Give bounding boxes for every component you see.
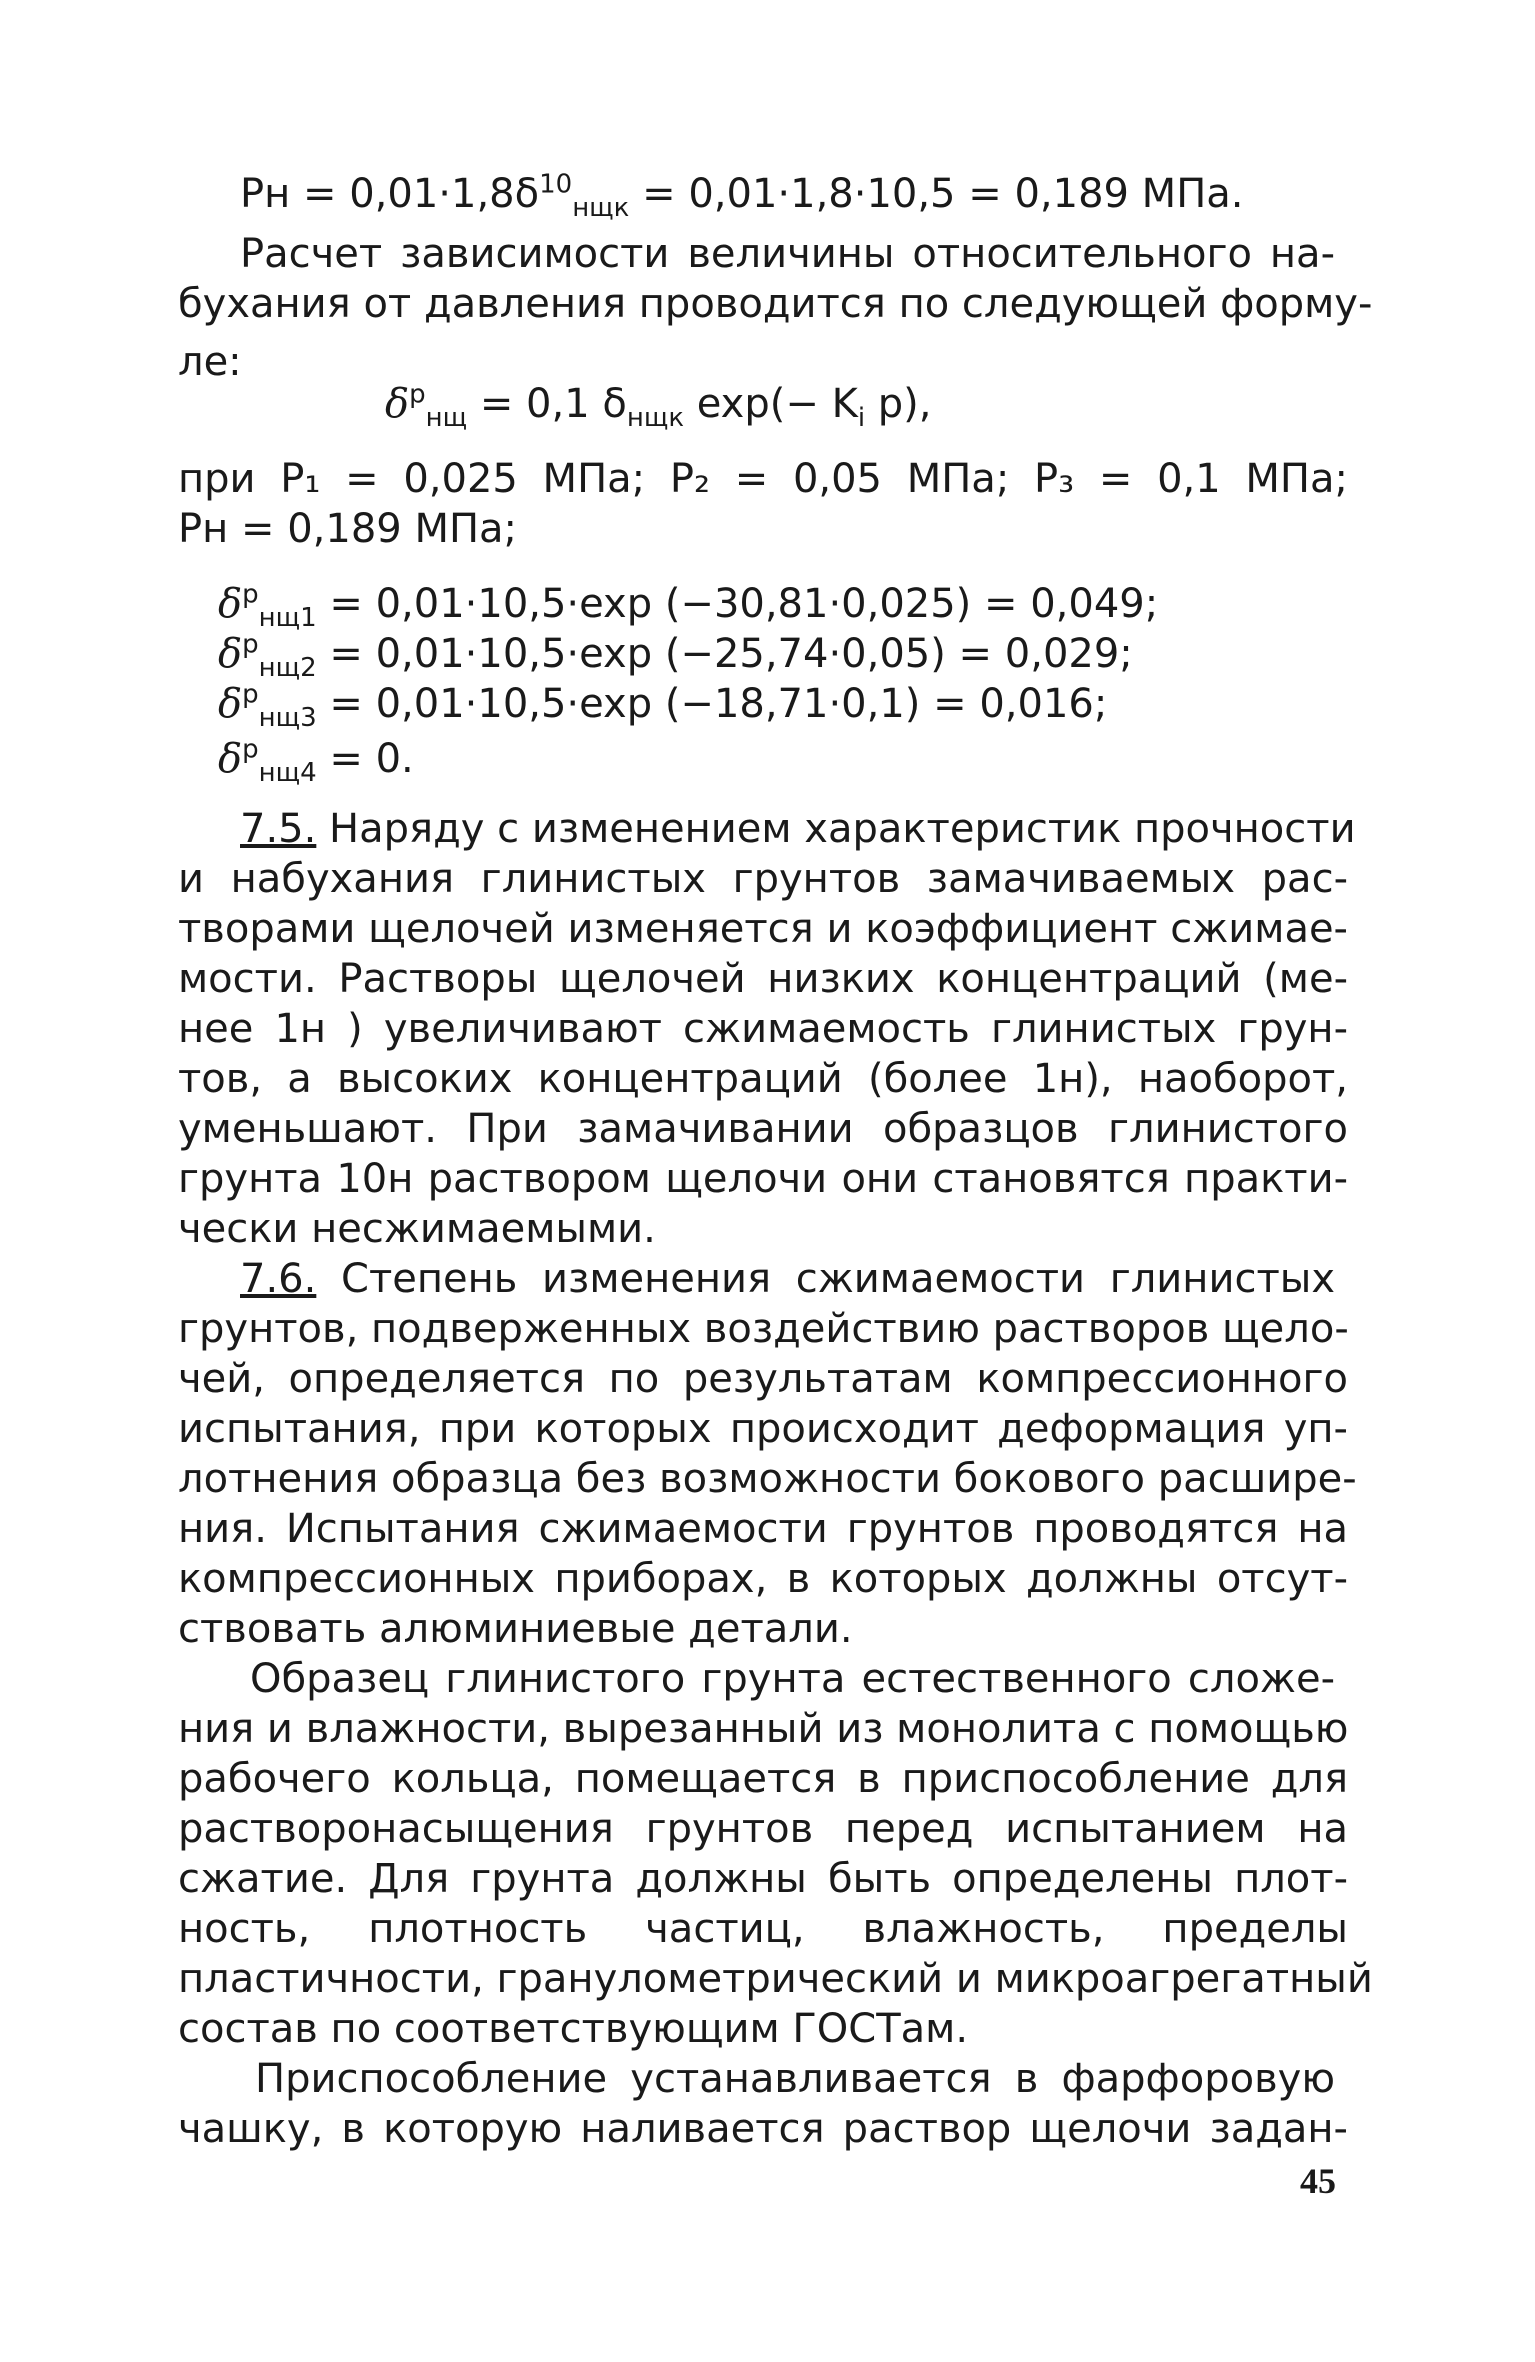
section-75-line: творами щелочей изменяется и коэффициент сжимае- [178,906,1348,952]
section-75-line: чески несжимаемыми. [178,1206,656,1252]
formula-sup: p [409,379,426,410]
formula-text: exp(− K [684,381,858,427]
calc-text: = 0,01·10,5·exp (−25,74·0,05) = 0,029; [316,631,1133,677]
formula-sub: i [857,403,866,433]
sample-paragraph-line: ность, плотность частиц, влажность, пределы [178,1906,1348,1952]
section-text: Степень изменения сжимаемости глинистых [316,1256,1335,1302]
calc-symbol: δ [218,681,243,727]
calc-sup: p [242,734,259,765]
formula-text: p), [865,381,932,427]
formula-text: Pн = 0,01·1,8δ [240,171,540,217]
formula-text: = 0,1 δ [467,381,627,427]
page-number: 45 [1300,2161,1336,2201]
intro-line: Расчет зависимости величины относительного на- [240,231,1335,277]
formula-swelling-pressure [240,169,1244,223]
calc-symbol: δ [218,581,243,627]
device-paragraph-line: чашку, в которую наливается раствор щелочи задан- [178,2106,1348,2152]
sample-paragraph-line: пластичности, гранулометрический и микроагрегатный [178,1956,1373,2002]
calc-text: = 0,01·10,5·exp (−30,81·0,025) = 0,049; [316,581,1159,627]
section-76-line: ствовать алюминиевые детали. [178,1606,853,1652]
section-76-line: грунтов, подверженных воздействию растворов щело- [178,1306,1349,1352]
section-number: 7.5. [240,806,317,852]
calc-text: = 0,01·10,5·exp (−18,71·0,1) = 0,016; [316,681,1108,727]
calc-sub: нщ4 [258,758,317,788]
formula-text: = 0,01·1,8·10,5 = 0,189 МПа. [629,171,1244,217]
sample-paragraph-line: состав по соответствующим ГОСТам. [178,2006,969,2052]
formula-sup: 10 [539,169,573,200]
calc-symbol: δ [218,736,243,782]
calc-line [218,734,414,788]
formula-sub: нщк [626,403,685,433]
calc-line [218,579,1159,633]
calc-sup: p [242,579,259,610]
intro-line: ле: [178,339,242,385]
section-75-line: и набухания глинистых грунтов замачиваемых рас- [178,856,1348,902]
formula-relative-swelling [385,379,932,433]
calc-sub: нщ2 [258,653,317,683]
pressure-line: при P₁ = 0,025 МПа; P₂ = 0,05 МПа; P₃ = 0,1 МПа; [178,456,1348,502]
section-76-line: испытания, при которых происходит деформация уп- [178,1406,1348,1452]
sample-paragraph-line: ния и влажности, вырезанный из монолита с помощью [178,1706,1349,1752]
section-number: 7.6. [240,1256,317,1302]
section-76-line: компрессионных приборах, в которых должны отсут- [178,1556,1348,1602]
device-paragraph-line: Приспособление устанавливается в фарфоровую [255,2056,1335,2102]
calc-sub: нщ1 [258,603,317,633]
section-75-line: грунта 10н раствором щелочи они становятся практи- [178,1156,1348,1202]
calc-sup: p [242,679,259,710]
pressure-line: Pн = 0,189 МПа; [178,506,518,552]
section-76-line: лотнения образца без возможности бокового расшире- [178,1456,1357,1502]
formula-sub: нщ [425,403,468,433]
calc-sub: нщ3 [258,703,317,733]
section-75-line: уменьшают. При замачивании образцов глинистого [178,1106,1348,1152]
section-75-line: мости. Растворы щелочей низких концентраций (ме- [178,956,1348,1002]
formula-sub: нщк [572,193,630,223]
calc-text: = 0. [316,736,414,782]
sample-paragraph-line: рабочего кольца, помещается в приспособление для [178,1756,1348,1802]
calc-sup: p [242,629,259,660]
sample-paragraph-line: растворонасыщения грунтов перед испытанием на [178,1806,1348,1852]
section-75-line [240,805,1356,853]
calc-line [218,679,1108,733]
intro-line: бухания от давления проводится по следующей форму- [178,281,1373,327]
section-75-line: нее 1н ) увеличивают сжимаемость глинистых грун- [178,1006,1348,1052]
section-75-line: тов, а высоких концентраций (более 1н), наоборот, [178,1056,1348,1102]
section-text: Наряду с изменением характеристик прочности [316,806,1356,852]
formula-symbol: δ [385,381,410,427]
calc-line [218,629,1133,683]
section-76-line: ния. Испытания сжимаемости грунтов проводятся на [178,1506,1348,1552]
section-76-line [240,1255,1335,1303]
sample-paragraph-line: Образец глинистого грунта естественного сложе- [250,1656,1335,1702]
section-76-line: чей, определяется по результатам компрессионного [178,1356,1348,1402]
calc-symbol: δ [218,631,243,677]
sample-paragraph-line: сжатие. Для грунта должны быть определены плот- [178,1856,1348,1902]
